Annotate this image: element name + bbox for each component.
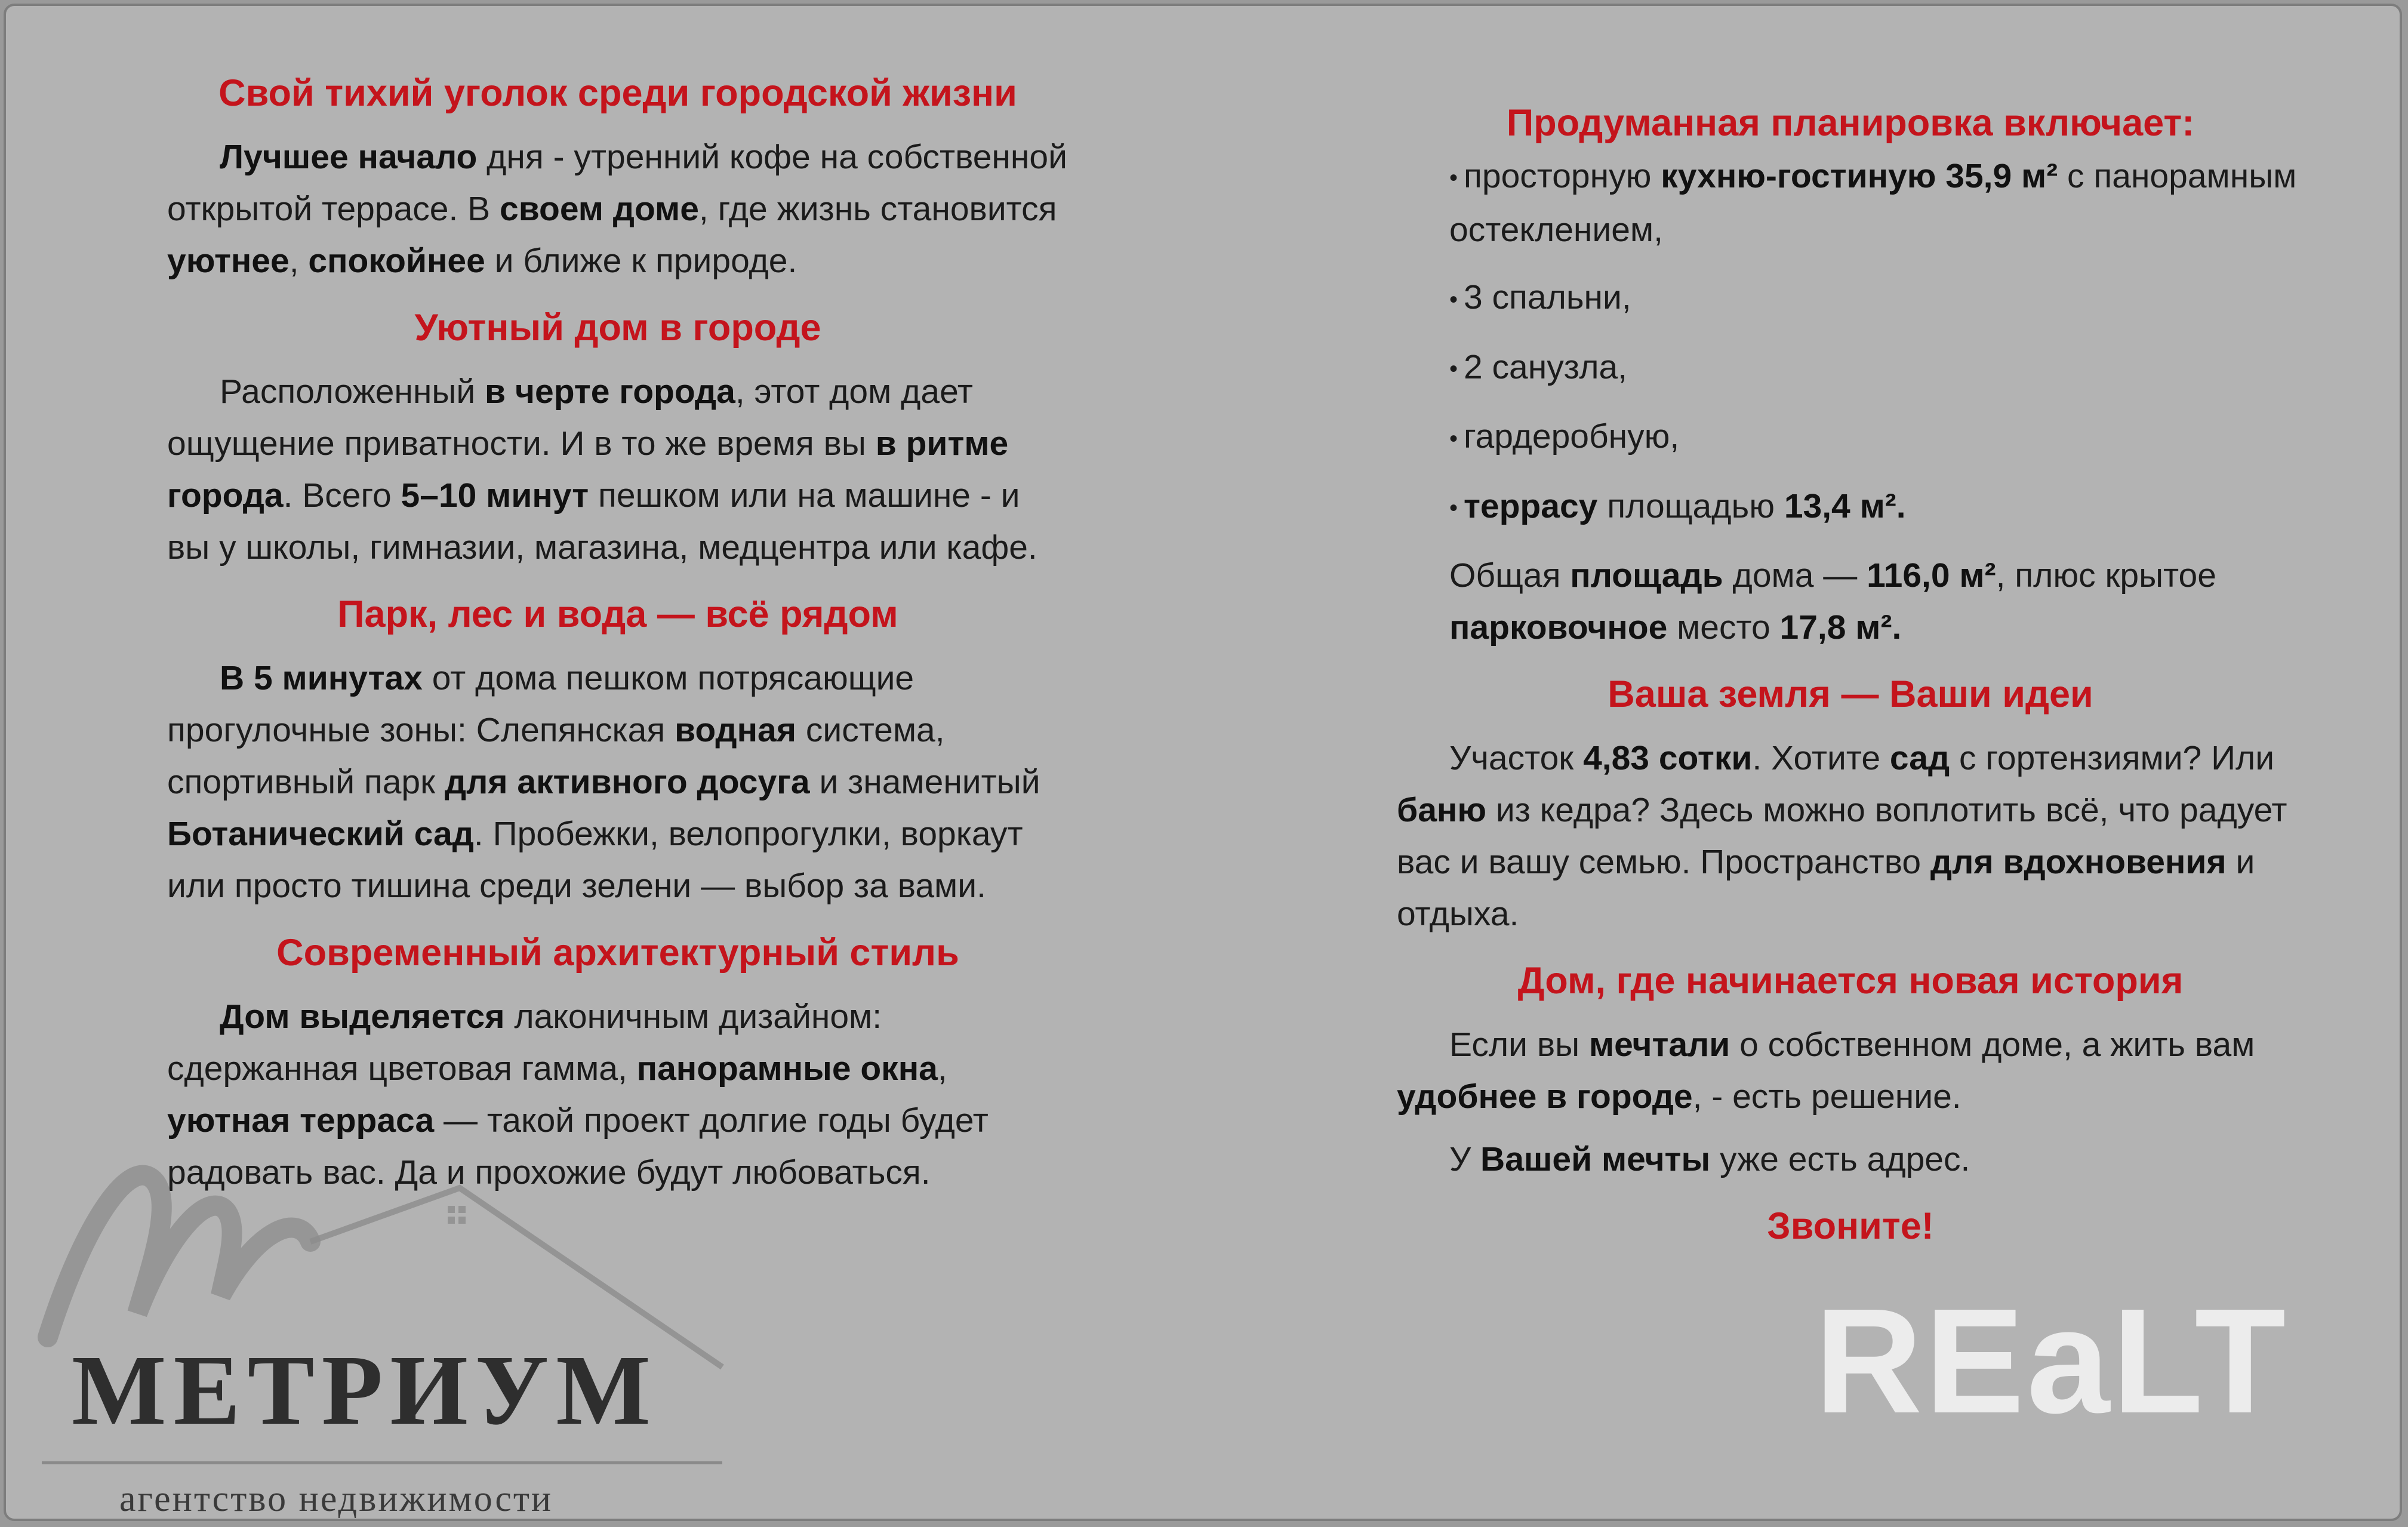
text-run: дома —: [1723, 556, 1867, 595]
heading-cozy-house: Уютный дом в городе: [414, 307, 821, 349]
metrium-logo-tagline: агентство недвижимости: [119, 1479, 553, 1519]
left-column: [167, 66, 1068, 1199]
heading-architecture: Современный архитектурный стиль: [276, 932, 959, 974]
text-run: пешком или на машине - и вы у школы, гимназии, магазина, медцентра или кафе.: [167, 476, 1037, 567]
heading-quiet-corner: Свой тихий уголок среди городской жизни: [218, 72, 1017, 114]
bold-text-run: панорамные окна: [636, 1049, 938, 1088]
bold-text-run: Дом выделяется: [220, 998, 505, 1036]
text-run: от дома пешком потрясающие прогулочные зоны: Слепянская: [167, 659, 914, 749]
heading-layout: Продуманная планировка включает:: [1506, 102, 2195, 144]
text-run: из кедра? Здесь можно воплотить всё, что радует вас и вашу семью. Пространство: [1397, 791, 2287, 882]
bold-text-run: удобнее в городе: [1397, 1077, 1693, 1116]
text-run: и отдыха.: [1397, 843, 2255, 934]
text-run: о собственном доме, а жить вам: [1730, 1026, 2255, 1064]
paragraph-decision: [1397, 1019, 2304, 1123]
bullet-icon: •: [1449, 165, 1458, 192]
bold-text-run: уютнее: [167, 242, 290, 280]
logo-divider: [42, 1461, 722, 1464]
text-run: просторную: [1464, 157, 1661, 195]
bold-text-run: спокойнее: [308, 242, 485, 280]
text-run: , этот дом дает ощущение приватности. И в то же время вы: [167, 372, 974, 463]
bold-text-run: Ботанический сад: [167, 815, 474, 853]
document-page: [4, 4, 2402, 1521]
text-run: Участок: [1449, 739, 1584, 778]
text-run: Общая: [1449, 556, 1571, 595]
feature-item-bedrooms: [1397, 272, 2304, 325]
text-run: уже есть адрес.: [1710, 1140, 1970, 1179]
bold-text-run: парковочное: [1449, 608, 1668, 647]
text-run: ,: [289, 242, 309, 280]
heading-park-forest-water: Парк, лес и вода — всё рядом: [337, 593, 898, 635]
realt-logo-text: REaLT: [1815, 1277, 2289, 1444]
heading-your-land: Ваша земля — Ваши идеи: [1608, 673, 2093, 716]
feature-item-wardrobe: [1397, 411, 2304, 464]
text-run: Если вы: [1449, 1026, 1589, 1064]
bold-text-run: Вашей мечты: [1480, 1140, 1711, 1179]
bold-text-run: В 5 минутах: [220, 659, 423, 697]
text-run: место: [1667, 608, 1780, 647]
text-run: и знаменитый: [809, 763, 1040, 801]
paragraph-address: [1397, 1134, 2304, 1186]
text-run: , - есть решение.: [1692, 1077, 1961, 1116]
text-run: система, спортивный парк: [167, 711, 945, 801]
text-run: ,: [937, 1049, 947, 1088]
bold-text-run: 13,4 м².: [1784, 487, 1906, 525]
text-run: , плюс крытое: [1996, 556, 2216, 595]
bold-text-run: Лучшее начало: [220, 138, 478, 176]
paragraph-plot: [1397, 732, 2304, 940]
paragraph-morning: [167, 131, 1068, 287]
feature-item-kitchen: [1397, 150, 2304, 256]
bullet-icon: •: [1449, 425, 1458, 452]
text-run: и ближе к природе.: [485, 242, 797, 280]
bold-text-run: своем доме: [500, 190, 699, 228]
text-run: Расположенный: [220, 372, 485, 411]
text-run: лаконичным дизайном: сдержанная цветовая гамма,: [167, 998, 882, 1088]
bold-text-run: террасу: [1464, 487, 1598, 525]
bullet-icon: •: [1449, 495, 1458, 522]
bold-text-run: сад: [1889, 739, 1950, 778]
bold-text-run: 17,8 м².: [1779, 608, 1902, 647]
text-run: , где жизнь становится: [698, 190, 1057, 228]
bold-text-run: уютная терраса: [167, 1101, 435, 1140]
text-run: дня - утренний кофе на собственной открытой террасе. В: [167, 138, 1067, 228]
text-run: гардеробную,: [1464, 417, 1680, 456]
text-run: . Пробежки, велопрогулки, воркаут или просто тишина среди зелени — выбор за вами.: [167, 815, 1023, 905]
text-run: 2 санузла,: [1464, 347, 1628, 386]
text-run: У: [1449, 1140, 1481, 1179]
bold-text-run: для вдохновения: [1930, 843, 2227, 882]
text-run: с гортензиями? Или: [1950, 739, 2275, 778]
feature-list: [1397, 150, 2304, 534]
bold-text-run: 116,0 м²: [1867, 556, 1996, 595]
bold-text-run: кухню-гостиную 35,9 м²: [1661, 157, 2058, 195]
text-run: с панорамным остеклением,: [1449, 157, 2297, 250]
bullet-icon: •: [1449, 286, 1458, 313]
bullet-icon: •: [1449, 356, 1458, 383]
text-run: 3 спальни,: [1464, 278, 1631, 317]
bold-text-run: баню: [1397, 791, 1487, 830]
paragraph-nature: [167, 652, 1068, 912]
heading-new-story: Дом, где начинается новая история: [1517, 960, 2184, 1002]
bold-text-run: мечтали: [1588, 1026, 1730, 1064]
paragraph-total-area: [1397, 550, 2304, 654]
bold-text-run: площадь: [1570, 556, 1723, 595]
feature-item-terrace: [1397, 481, 2304, 534]
text-run: . Хотите: [1752, 739, 1890, 778]
paragraph-location: [167, 366, 1068, 574]
feature-item-bathrooms: [1397, 341, 2304, 395]
bold-text-run: для активного досуга: [444, 763, 810, 801]
bold-text-run: 5–10 минут: [401, 476, 589, 515]
bold-text-run: в черте города: [485, 372, 735, 411]
text-run: площадью: [1597, 487, 1784, 525]
metrium-logo-text: МЕТРИУМ: [72, 1335, 658, 1446]
right-column: [1397, 96, 2304, 1254]
bold-text-run: в ритме города: [167, 424, 1009, 515]
heading-call: Звоните!: [1767, 1205, 1934, 1248]
bold-text-run: 4,83 сотки: [1583, 739, 1753, 778]
text-run: — такой проект долгие годы будет радовать вас. Да и прохожие будут любоваться.: [167, 1101, 989, 1192]
bold-text-run: водная: [675, 711, 797, 749]
text-run: . Всего: [283, 476, 401, 515]
